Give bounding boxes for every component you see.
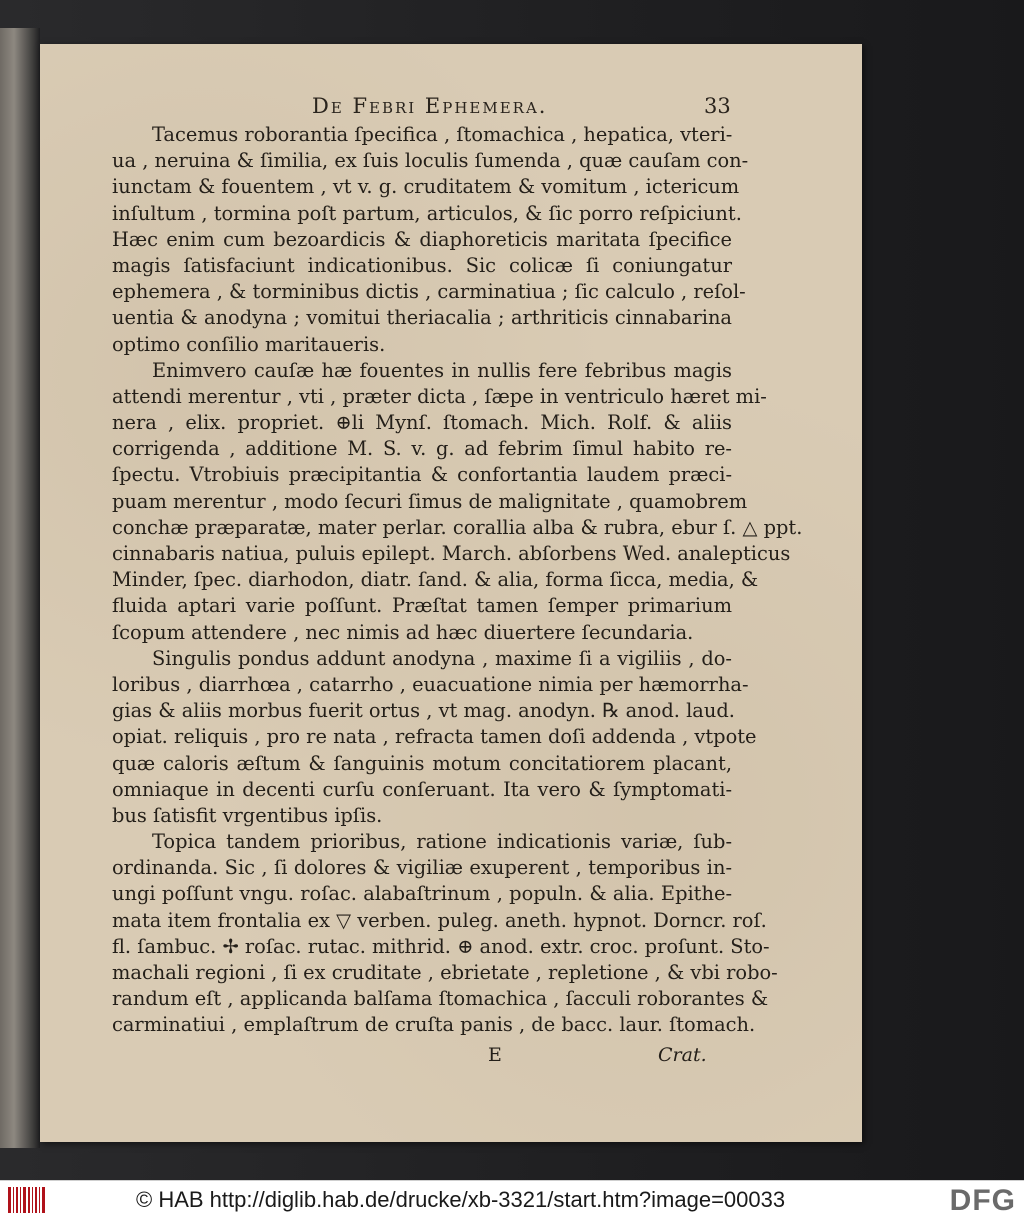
text-line: ſpectu. Vtrobiuis præcipitantia & confortantia laudem præci- bbox=[112, 463, 732, 487]
text-line: quæ caloris æſtum & ſanguinis motum concitatiorem placant, bbox=[112, 751, 732, 775]
text-line: ungi poſſunt vngu. roſac. alabaſtrinum , populn. & alia. Epithe- bbox=[112, 882, 732, 906]
barcode-bar bbox=[16, 1187, 18, 1213]
catchword: Crat. bbox=[658, 1044, 707, 1066]
text-line: ua , neruina & ſimilia, ex ſuis loculis ſumenda , quæ cauſam con- bbox=[112, 149, 749, 173]
barcode-bar bbox=[8, 1187, 11, 1213]
barcode-bar bbox=[13, 1187, 14, 1213]
text-line: cinnabaris natiua, puluis epilept. March. abſorbens Wed. analepticus bbox=[112, 542, 791, 565]
running-title: De Febri Ephemera. bbox=[312, 94, 548, 118]
signature-mark: E bbox=[488, 1044, 502, 1066]
text-line: puam merentur , modo ſecuri ſimus de malignitate , quamobrem bbox=[112, 489, 748, 513]
barcode-bar bbox=[35, 1187, 37, 1213]
barcode-bar bbox=[32, 1187, 33, 1213]
barcode-bar bbox=[42, 1187, 45, 1213]
text-line: gias & aliis morbus fuerit ortus , vt mag. anodyn. ℞ anod. laud. bbox=[112, 699, 735, 723]
text-line: ſcopum attendere , nec nimis ad hæc diuertere ſecundaria. bbox=[112, 620, 694, 644]
text-line: fluida aptari varie poſſunt. Præſtat tamen ſemper primarium bbox=[112, 594, 732, 618]
body-text bbox=[112, 122, 803, 1039]
barcode-bar bbox=[20, 1187, 21, 1213]
text-line: attendi merentur , vti , præter dicta , ſæpe in ventriculo hæret mi- bbox=[112, 384, 767, 408]
catchline bbox=[40, 1044, 862, 1074]
text-line: Topica tandem prioribus, ratione indicationis variæ, ſub- bbox=[152, 830, 732, 854]
left-page-edge bbox=[0, 28, 40, 1148]
book-page bbox=[40, 44, 862, 1142]
text-line: inſultum , tormina poſt partum, articulos, & ſic porro reſpiciunt. bbox=[112, 201, 742, 225]
text-line: mata item frontalia ex ▽ verben. puleg. aneth. hypnot. Dorncr. roſ. bbox=[112, 908, 767, 932]
barcode-bar bbox=[23, 1187, 26, 1213]
text-line: randum eſt , applicanda balſama ſtomachica , ſacculi roborantes & bbox=[112, 987, 769, 1011]
page-number: 33 bbox=[704, 94, 731, 118]
text-line: iunctam & fouentem , vt v. g. cruditatem & vomitum , ictericum bbox=[112, 175, 740, 199]
text-line: bus ſatisfit vrgentibus ipſis. bbox=[112, 803, 383, 827]
barcode-bar bbox=[28, 1187, 30, 1213]
text-line: fl. ſambuc. ✢ roſac. rutac. mithrid. ⊕ anod. extr. croc. proſunt. Sto- bbox=[112, 934, 770, 958]
dfg-logo: DFG bbox=[949, 1184, 1016, 1217]
text-line: machali regioni , ſi ex cruditate , ebrietate , repletione , & vbi robo- bbox=[112, 961, 778, 984]
text-line: omniaque in decenti curſu conſeruant. Ita vero & ſymptomati- bbox=[112, 777, 732, 801]
copyright-link[interactable]: © HAB http://diglib.hab.de/drucke/xb-3321/start.htm?image=00033 bbox=[136, 1187, 786, 1212]
text-line: loribus , diarrhœa , catarrho , euacuatione nimia per hæmorrha- bbox=[112, 672, 749, 696]
text-line: optimo conſilio maritaueris. bbox=[112, 332, 386, 356]
text-line: conchæ præparatæ, mater perlar. corallia alba & rubra, ebur ſ. △ ppt. bbox=[112, 515, 803, 539]
text-line: magis ſatisfaciunt indicationibus. Sic colicæ ſi coniungatur bbox=[112, 253, 732, 277]
text-line: ordinanda. Sic , ſi dolores & vigiliæ exuperent , temporibus in- bbox=[112, 856, 732, 880]
barcode-icon bbox=[8, 1187, 48, 1213]
text-line: Hæc enim cum bezoardicis & diaphoreticis maritata ſpecifice bbox=[112, 227, 732, 251]
text-line: carminatiui , emplaſtrum de cruſta panis , de bacc. laur. ſtomach. bbox=[112, 1013, 756, 1037]
text-line: Enimvero cauſæ hæ fouentes in nullis fere febribus magis bbox=[152, 358, 732, 382]
footer-bar bbox=[0, 1180, 1024, 1219]
running-head bbox=[40, 94, 862, 124]
text-line: Tacemus roborantia ſpecifica , ſtomachica , hepatica, vteri- bbox=[152, 123, 733, 146]
text-line: corrigenda , additione M. S. v. g. ad febrim ſimul habito re- bbox=[112, 437, 732, 461]
text-line: ephemera , & torminibus dictis , carminatiua ; ſic calculo , reſol- bbox=[112, 280, 746, 304]
text-line: Minder, ſpec. diarhodon, diatr. ſand. & alia, forma ſicca, media, & bbox=[112, 568, 759, 592]
text-line: uentia & anodyna ; vomitui theriacalia ; arthriticis cinnabarina bbox=[112, 306, 732, 330]
text-line: opiat. reliquis , pro re nata , refracta tamen doſi addenda , vtpote bbox=[112, 725, 757, 749]
barcode-bar bbox=[39, 1187, 40, 1213]
text-line: Singulis pondus addunt anodyna , maxime ſi a vigiliis , do- bbox=[152, 646, 732, 670]
text-line: nera , elix. propriet. ⊕li Mynſ. ſtomach. Mich. Rolf. & aliis bbox=[112, 411, 732, 435]
